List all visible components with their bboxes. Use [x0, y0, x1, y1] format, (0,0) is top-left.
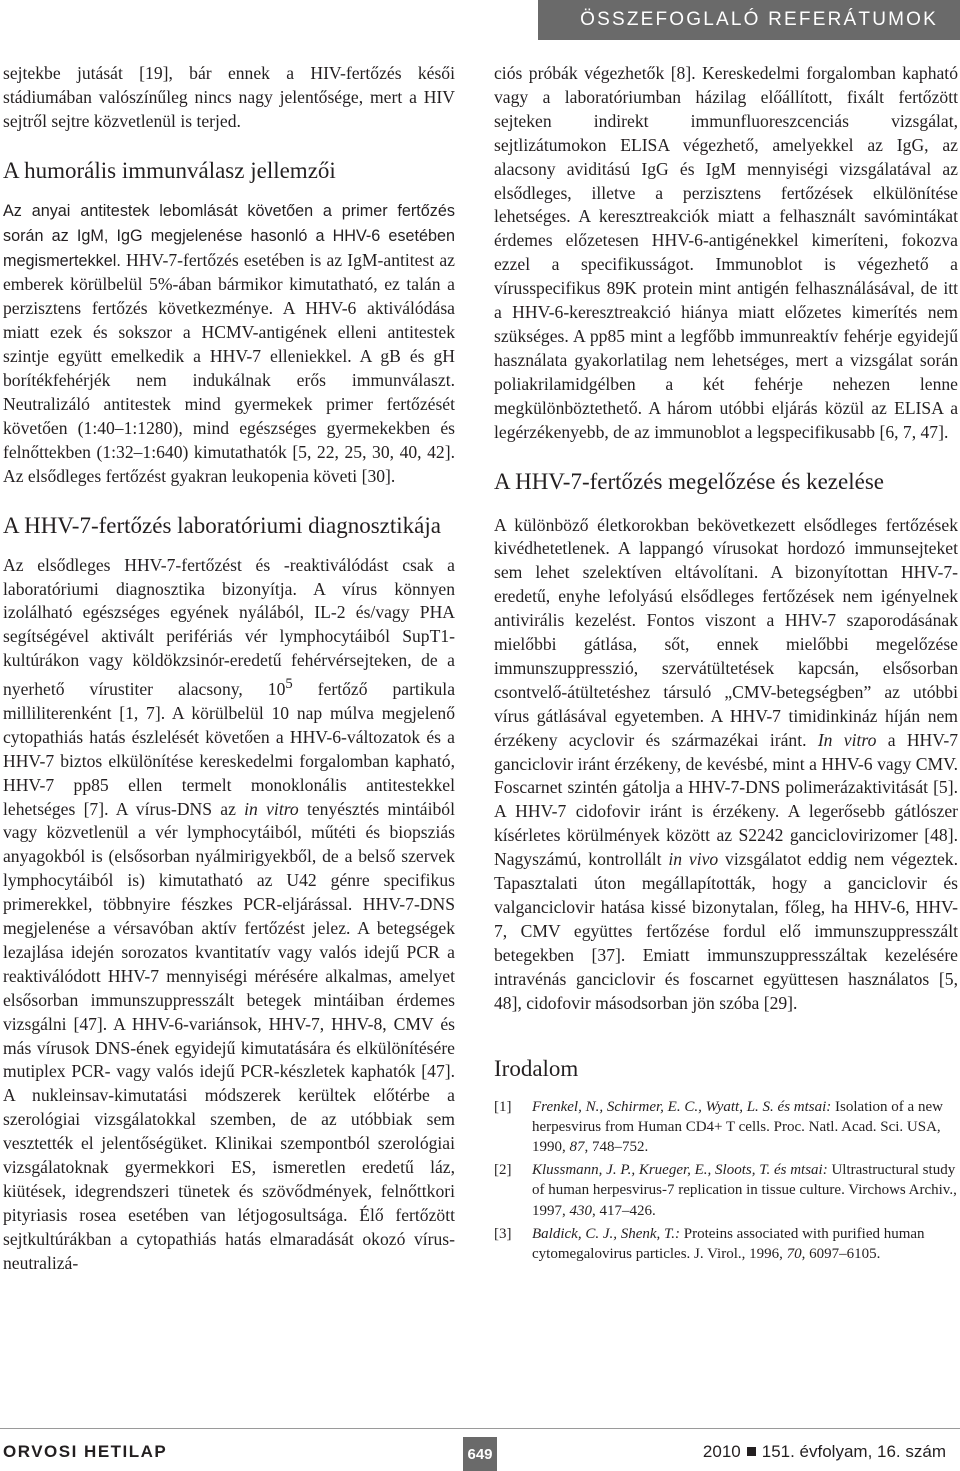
reference-volume: 87	[569, 1138, 585, 1155]
page-number: 649	[463, 1437, 497, 1471]
treatment-text-c: vizsgálatot eddig nem végeztek. Tapasztalati úton megállapították, hogy a ganciclovir és valganciclovir hatása kissé bizonytalan, főleg, ha HHV-6, HHV-7, CMV együttes fertőzése fordul elő immunszuppresszált betegekben [37]. Emiatt immunszuppresszáltak kezelésére intravénás ganciclovir és foscarnet együttesen használatos [5, 48], cidofovir másodsorban jön szóba [29].	[494, 849, 958, 1013]
reference-body: Isolation of a new herpesvirus from Human CD4+ T cells. Proc. Natl. Acad. Sci. USA, 1990,	[532, 1098, 943, 1155]
reference-body: Ultrastructural study of human herpesvirus-7 replication in tissue culture. Virchows Archiv., 1997,	[532, 1162, 957, 1219]
reference-pages: , 748–752.	[584, 1138, 649, 1155]
heading-humoral-response: A humorális immunválasz jellemzői	[3, 157, 336, 183]
heading-references: Irodalom	[494, 1055, 579, 1081]
separator-square-icon	[747, 1447, 756, 1456]
treatment-text-a: A különböző életkorokban bekövetkezett elsődleges fertőzések kivédhetetlenek. A lappangó vírusokat hordozó immunsejteket sem lehet szelektíven eltávolítani. A bizonyítottan HHV-7-eredetű, enyhe lefolyású elsődleges fertőzések nem igényelnek antivirális kezelést. Fontos viszont a HHV-7 szaporodásának mielőbbi gátlása, sőt, ennek mielőbbi megelőzése immunszuppresszió, szervátültetések kapcsán, elsősorban csontvelő-átültetéshez társuló „CMV-betegségben” az utóbbi vírus gátlásával egyetemben. A HHV-7 timidinkináz híján nem érzékeny acyclovir és származékai iránt.	[494, 514, 958, 750]
diagnostics-paragraph	[3, 554, 455, 1276]
reference-authors: Klussmann, J. P., Krueger, E., Sloots, T. és mtsai:	[532, 1162, 828, 1179]
reference-text	[532, 1097, 958, 1158]
treatment-text-b: a HHV-7 ganciclovir iránt érzékeny, de kevésbé, mint a HHV-6 vagy CMV. Foscarnet szintén gátolja a HHV-7-DNS polimerázaktivitását [5]. A HHV-7 cidofovir iránt is érzékeny. A legerősebb gátlószer kísérletes körülmények között az S2242 ganciclovirizomer [48]. Nagyszámú, kontrollált	[494, 729, 958, 870]
diagnostics-text-a: Az elsődleges HHV-7-fertőzést és -reaktiválódást csak a laboratóriumi diagnosztika bizonyítja. A vírus könnyen izolálható egészséges egyének nyálából, IL-2 és/vagy PHA segítségével aktivált perifériás vér lymphocytáiból SupT1-kultúrákon vagy köldökzsinór-eredetű fehérvérsejteken, de a nyerhető vírustiter alacsony, 10	[3, 554, 455, 699]
reference-pages: , 6097–6105.	[801, 1245, 881, 1262]
journal-name: ORVOSI HETILAP	[3, 1442, 168, 1461]
reference-number: [3]	[494, 1225, 512, 1242]
treatment-italic-2: in vivo	[668, 849, 719, 870]
page-header	[0, 0, 960, 40]
page-footer	[0, 1428, 960, 1471]
reference-body: Proteins associated with purified human cytomegalovirus particles. J. Virol., 1996,	[532, 1225, 925, 1262]
treatment-italic-1: In vitro	[817, 729, 877, 750]
reference-volume: 70	[786, 1245, 802, 1262]
humoral-paragraph-sans: Az anyai antitestek lebomlását követően a primer fertőzés során az IgM, IgG megjelenése hasonló a HHV-6 esetében megismertekkel.	[3, 201, 455, 270]
section-label: ÖSSZEFOGLALÓ REFERÁTUMOK	[538, 0, 960, 40]
issue-volume: 151. évfolyam, 16. szám	[761, 1442, 946, 1461]
reference-item	[494, 1097, 958, 1158]
treatment-paragraph	[494, 514, 958, 1016]
diagnostics-exponent: 5	[285, 676, 293, 693]
diagnostics-text-b: fertőző partikula milliliterenként [1, 7]. A körülbelül 10 nap múlva megjelenő cytopathiás hatás észlelését követően a HHV-6-változatok és a HHV-7 biztos elkülönítése kereskedelmi forgalomban kapható, HHV-7 pp85 ellen termelt monoklonális antitestekkel lehetséges [7]. A vírus-DNS az	[3, 678, 456, 819]
heading-prevention-treatment: A HHV-7-fertőzés megelőzése és kezelése	[494, 468, 884, 494]
diagnostics-text-c: tenyésztés mintáiból vagy közvetlenül a vér lymphocytáiból, műtéti és biopsziás anyagokból is (elsősorban nyálmirigyekből, de a belső szervek lymphocytáiból is) kimutatható az U42 génre specifikus primerekkel, többnyire fészkes PCR-eljárással. HHV-7-DNS megjelenése a vérsavóban aktív fertőzést jelez. A betegségek lezajlása idején sorozatos kvantitatív vagy valós idejű PCR a reaktiválódott HHV-7 mennyiségi mérésére alkalmas, amelyet elsősorban immunszuppresszált betegek mintáiban érdemes vizsgálni [47]. A HHV-6-variánsok, HHV-7, HHV-8, CMV és más vírusok DNS-ének egyidejű kimutatására és elkülönítésére mutiplex PCR- vagy valós idejű PCR-készletek kaphatók [47]. A nukleinsav-kimutatási módszerek kerültek előtérbe a szerológiai vizsgálatokkal szemben, de az utóbbiak sem vesztették el jelentőségüket. Klinikai szempontból szerológiai vizsgálatoknak gyermekkori ES, ismeretlen eredetű láz, kiütések, idegrendszeri tünetek és szövődmények, felnőttkori pityriasis rosea esetében van létjogosultsága. Élő fertőzött sejtkultúrákban a cytopathiás hatás elmaradását okozó vírus-neutralizá-	[3, 798, 455, 1273]
diagnostics-italic: in vitro	[244, 798, 299, 819]
reference-pages: , 417–426.	[592, 1202, 656, 1219]
serology-paragraph: ciós próbák végezhetők [8]. Kereskedelmi forgalomban kapható vagy a laboratóriumban házilag előállított, fixált fertőzött sejteken indirekt immunfluoreszcenciás vizsgálat, sejtlizátumokon ELISA végezhető, amelyekkel az IgG, az alacsony aviditású IgG és IgM mennyiségi vizsgálatával az elsődleges, illetve a perzisztens fertőzések elkülönítése lehetséges. A keresztreakciók miatt a felhasznált savómintákat érdemes előzetesen HHV-6-antigénekkel kimeríteni, fokozva ezzel a specifikusságot. Immunoblot is végezhető a vírusspecifikus 89K protein mint antigén felhasználásával, de itt a HHV-6-keresztreakció hiánya miatt előzetes kimerítés nem szükséges. A pp85 mint a legfőbb immunreaktív fehérje egyidejű használata gyakorlatilag nem lehetséges, mert a vizsgálat során poliakrilamidgélben a két fehérje nehezen lenne megkülönböztethető. A három utóbbi eljárás közül az ELISA a legérzékenyebb, de az immunoblot a legspecifikusabb [6, 7, 47].	[494, 63, 958, 442]
issue-year: 2010	[702, 1442, 741, 1461]
reference-number: [1]	[494, 1098, 512, 1115]
reference-volume: 430	[569, 1202, 592, 1219]
humoral-paragraph-rest: HHV-7-fertőzés esetében is az IgM-antitest az emberek körülbelül 5%-ában bármikor kimutatható, ez talán a perzisztens fertőzés következménye. A HHV-6 aktiválódása miatt ezek és sokszor a HCMV-antigének elleni antitestek szintje együtt emelkedik a HHV-7 elleniekkel. A gB és gH borítékfehérjék nem indukálnak erős immunválaszt. Neutralizáló antitestek mind gyermekek primer fertőzését követően (1:40–1:1280), mind egészséges gyermekekben és felnőttekben (1:32–1:640) kimutathatók [5, 22, 25, 30, 40, 42]. Az elsődleges fertőzést gyakran leukopenia követi [30].	[3, 249, 455, 486]
left-column	[3, 62, 455, 1276]
heading-lab-diagnostics: A HHV-7-fertőzés laboratóriumi diagnosztikája	[3, 512, 441, 538]
reference-authors: Baldick, C. J., Shenk, T.:	[532, 1225, 681, 1242]
reference-item	[494, 1224, 958, 1264]
reference-number: [2]	[494, 1162, 512, 1179]
humoral-paragraph	[3, 199, 455, 489]
reference-text	[532, 1160, 958, 1221]
reference-item	[494, 1160, 958, 1221]
reference-text	[532, 1224, 958, 1264]
reference-list	[494, 1097, 958, 1265]
intro-paragraph: sejtekbe jutását [19], bár ennek a HIV-fertőzés késői stádiumában valószínűleg nincs nagy jelentősége, mert a HIV sejtről sejtre közvetlenül is terjed.	[3, 63, 455, 131]
right-column	[494, 62, 958, 1267]
reference-authors: Frenkel, N., Schirmer, E. C., Wyatt, L. S. és mtsai:	[532, 1098, 832, 1115]
issue-info	[703, 1442, 946, 1462]
